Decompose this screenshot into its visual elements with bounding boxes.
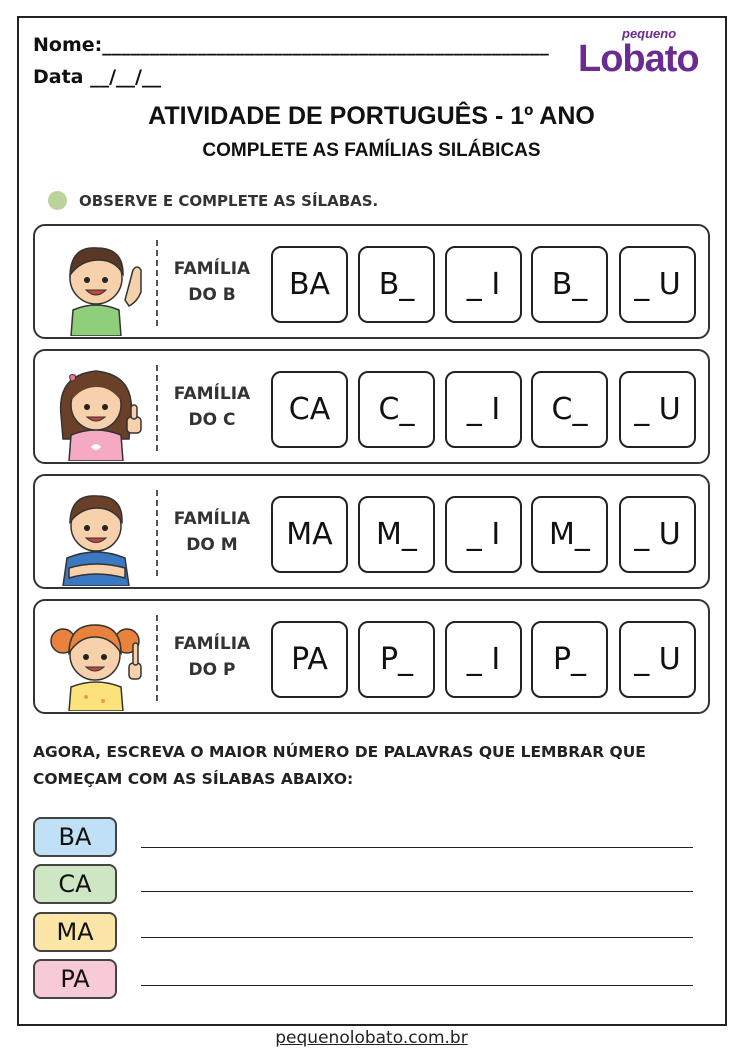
syllable-box[interactable]: B_ — [358, 246, 435, 323]
syllable-box: MA — [271, 496, 348, 573]
page-title: ATIVIDADE DE PORTUGUÊS - 1º ANO — [148, 102, 595, 130]
writing-line[interactable] — [141, 937, 693, 938]
logo-small-text: pequeno — [622, 26, 677, 41]
syllable-tag-ma: MA — [33, 912, 117, 952]
syllable-tag-ba: BA — [33, 817, 117, 857]
syllable-box: CA — [271, 371, 348, 448]
family-row-b — [33, 224, 710, 339]
syllable-box: BA — [271, 246, 348, 323]
syllable-box[interactable]: _ U — [619, 246, 696, 323]
writing-line[interactable] — [141, 985, 693, 986]
syllable-box[interactable]: _ U — [619, 496, 696, 573]
family-label: FAMÍLIA DO M — [173, 509, 251, 555]
family-label: FAMÍLIA DO B — [173, 259, 251, 305]
footer-link[interactable]: pequenolobato.com.br — [275, 1028, 468, 1048]
dashed-separator — [156, 490, 158, 576]
syllable-box[interactable]: C_ — [358, 371, 435, 448]
pequeno-lobato-logo — [578, 26, 714, 80]
instruction-text: OBSERVE E COMPLETE AS SÍLABAS. — [79, 191, 379, 210]
family-label: FAMÍLIA DO P — [173, 634, 251, 680]
syllable-box[interactable]: _ I — [445, 621, 522, 698]
girl-thumbs-up-icon — [41, 355, 151, 461]
syllable-box: PA — [271, 621, 348, 698]
syllable-box[interactable]: _ I — [445, 496, 522, 573]
syllable-box[interactable]: _ U — [619, 621, 696, 698]
girl-pointing-icon — [41, 605, 151, 711]
syllable-box[interactable]: P_ — [358, 621, 435, 698]
page-subtitle: COMPLETE AS FAMÍLIAS SILÁBICAS — [202, 140, 541, 161]
bullet-icon — [48, 191, 67, 210]
boy-waving-icon — [41, 230, 151, 336]
family-label: FAMÍLIA DO C — [173, 384, 251, 430]
dashed-separator — [156, 240, 158, 326]
boy-arms-crossed-icon — [41, 480, 151, 586]
family-row-m — [33, 474, 710, 589]
syllable-box[interactable]: _ U — [619, 371, 696, 448]
name-field[interactable]: Nome:_______________________________________________ — [33, 34, 549, 56]
writing-line[interactable] — [141, 891, 693, 892]
instruction — [48, 191, 378, 210]
syllable-box[interactable]: P_ — [531, 621, 608, 698]
syllable-box[interactable]: B_ — [531, 246, 608, 323]
logo-big-text: Lobato — [578, 38, 699, 80]
writing-line[interactable] — [141, 847, 693, 848]
syllable-box[interactable]: _ I — [445, 371, 522, 448]
syllable-tag-ca: CA — [33, 864, 117, 904]
syllable-box[interactable]: _ I — [445, 246, 522, 323]
syllable-box[interactable]: M_ — [531, 496, 608, 573]
dashed-separator — [156, 365, 158, 451]
dashed-separator — [156, 615, 158, 701]
syllable-box[interactable]: C_ — [531, 371, 608, 448]
family-row-p — [33, 599, 710, 714]
writing-question: AGORA, ESCREVA O MAIOR NÚMERO DE PALAVRAS QUE LEMBRAR QUE COMEÇAM COM AS SÍLABAS ABAIXO: — [33, 743, 646, 788]
syllable-box[interactable]: M_ — [358, 496, 435, 573]
family-row-c — [33, 349, 710, 464]
date-field[interactable]: Data __/__/__ — [33, 66, 161, 88]
syllable-tag-pa: PA — [33, 959, 117, 999]
